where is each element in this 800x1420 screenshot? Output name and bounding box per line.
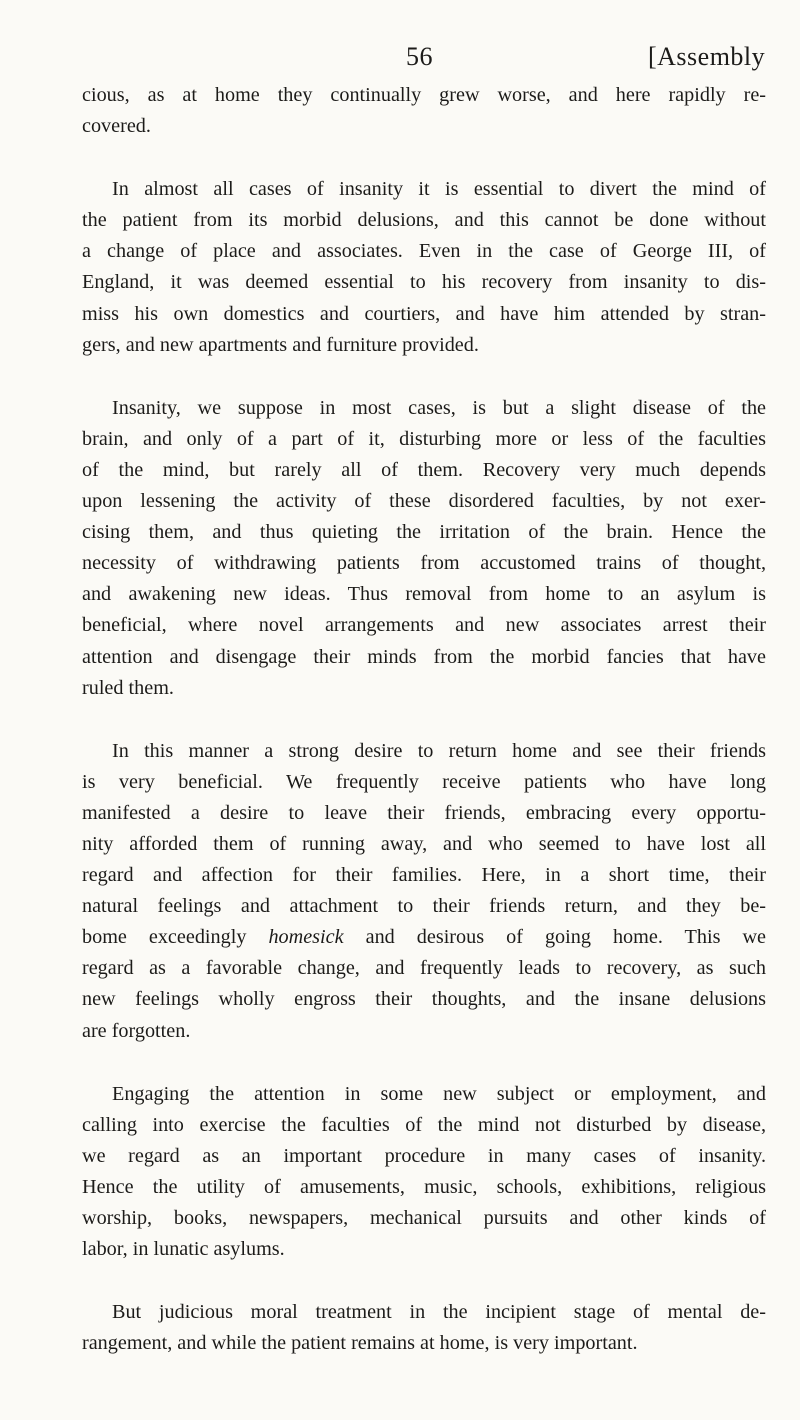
text-line: miss his own domestics and courtiers, and have him attended by stran- xyxy=(82,302,766,325)
paragraph xyxy=(82,1079,766,1266)
text-line: natural feelings and attachment to their friends return, and they be- xyxy=(82,895,766,918)
text-line: necessity of withdrawing patients from accustomed trains of thought, xyxy=(82,552,766,575)
running-head: [Assembly xyxy=(648,42,766,71)
text-line: brain, and only of a part of it, disturbing more or less of the faculties xyxy=(82,427,766,450)
paragraph xyxy=(82,80,766,142)
text-line: the patient from its morbid delusions, and this cannot be done without xyxy=(82,209,766,232)
text-line: calling into exercise the faculties of the mind not disturbed by disease, xyxy=(82,1113,766,1136)
text-line: beneficial, where novel arrangements and new associates arrest their xyxy=(82,614,766,637)
text-line: and awakening new ideas. Thus removal from home to an asylum is xyxy=(82,583,766,606)
text-line: ruled them. xyxy=(82,676,174,699)
paragraph xyxy=(82,393,766,704)
text-line: cising them, and thus quieting the irritation of the brain. Hence the xyxy=(82,521,766,544)
text-line: rangement, and while the patient remains at home, is very important. xyxy=(82,1332,638,1355)
text-line: upon lessening the activity of these disordered faculties, by not exer- xyxy=(82,490,766,513)
text-line: new feelings wholly engross their thoughts, and the insane delusions xyxy=(82,988,766,1011)
text-line: covered. xyxy=(82,115,151,138)
text-line: attention and disengage their minds from the morbid fancies that have xyxy=(82,645,766,668)
body-text xyxy=(82,80,766,1359)
text-line: regard as a favorable change, and frequently leads to recovery, as such xyxy=(82,957,766,980)
text-line: England, it was deemed essential to his recovery from insanity to dis- xyxy=(82,271,766,294)
text-line: But judicious moral treatment in the incipient stage of mental de- xyxy=(112,1301,766,1324)
text-line: labor, in lunatic asylums. xyxy=(82,1238,285,1261)
text-line: Insanity, we suppose in most cases, is but a slight disease of the xyxy=(112,396,766,419)
paragraph xyxy=(82,174,766,361)
page-header xyxy=(0,42,800,76)
paragraph xyxy=(82,736,766,1047)
text-line: are forgotten. xyxy=(82,1019,191,1042)
text-line: regard and affection for their families. Here, in a short time, their xyxy=(82,864,766,887)
text-line: of the mind, but rarely all of them. Recovery very much depends xyxy=(82,458,766,481)
text-line: manifested a desire to leave their friends, embracing every opportu- xyxy=(82,801,766,824)
text-line: gers, and new apartments and furniture provided. xyxy=(82,333,479,356)
text-line: In almost all cases of insanity it is essential to divert the mind of xyxy=(112,178,766,201)
text-line: In this manner a strong desire to return home and see their friends xyxy=(112,739,766,762)
text-line: a change of place and associates. Even in the case of George III, of xyxy=(82,240,766,263)
text-line: we regard as an important procedure in many cases of insanity. xyxy=(82,1144,766,1167)
text-line: Engaging the attention in some new subject or employment, and xyxy=(112,1082,766,1105)
text-line: nity afforded them of running away, and who seemed to have lost all xyxy=(82,832,766,855)
text-line: bome exceedingly homesick and desirous of going home. This we xyxy=(82,926,766,949)
text-line: cious, as at home they continually grew worse, and here rapidly re- xyxy=(82,84,766,106)
emphasized-word: homesick xyxy=(268,926,344,949)
text-line: worship, books, newspapers, mechanical pursuits and other kinds of xyxy=(82,1207,766,1229)
page-number: 56 xyxy=(406,42,433,71)
paragraph xyxy=(82,1297,766,1359)
text-line: is very beneficial. We frequently receive patients who have long xyxy=(82,770,766,793)
text-line: Hence the utility of amusements, music, schools, exhibitions, religious xyxy=(82,1175,766,1198)
